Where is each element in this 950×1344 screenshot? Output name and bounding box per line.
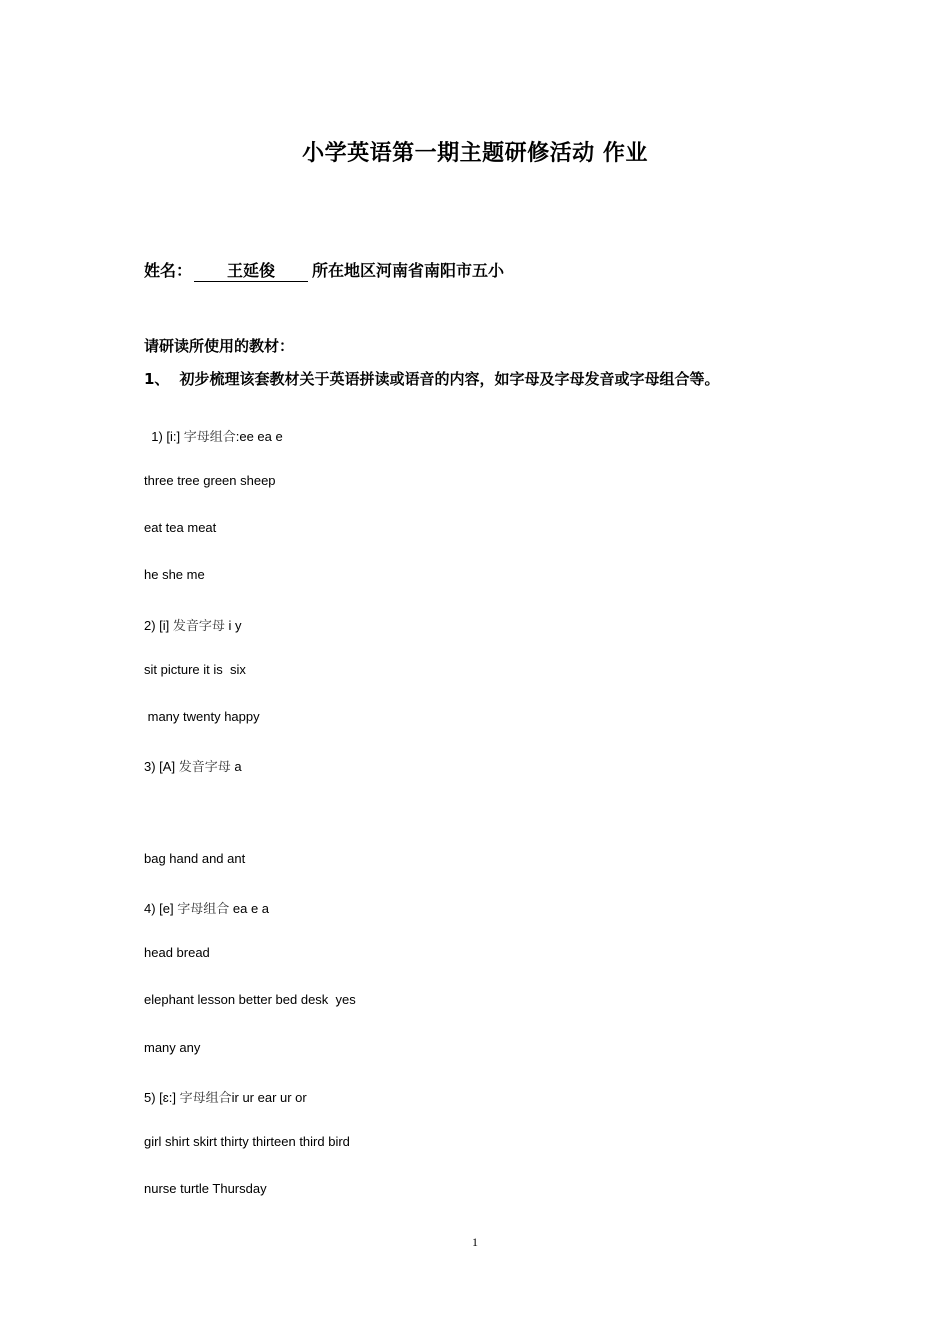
line-prefix: 1) [i:]	[144, 429, 184, 444]
line-suffix: ea e a	[229, 901, 270, 916]
instruction-text: 请研读所使用的教材：	[144, 337, 295, 355]
line-prefix: girl shirt skirt thirty thirteen third bird	[144, 1134, 350, 1149]
line-cjk: 字母组合	[183, 430, 236, 445]
line-prefix: 5) [ɛ:]	[144, 1090, 180, 1105]
line-cjk: 字母组合	[177, 902, 230, 917]
content-line	[144, 1134, 350, 1149]
page-number: 1	[472, 1235, 478, 1249]
content-line	[144, 567, 205, 582]
name-label: 姓名：	[144, 261, 193, 280]
question-1	[144, 368, 719, 389]
content-line	[144, 662, 246, 677]
line-cjk: 发音字母	[172, 619, 225, 634]
line-suffix: a	[230, 759, 242, 774]
line-prefix: he she me	[144, 567, 205, 582]
content-line	[144, 1087, 307, 1106]
name-value: 王延俊	[194, 261, 308, 282]
line-prefix: 4) [e]	[144, 901, 178, 916]
line-prefix: head bread	[144, 945, 210, 960]
region-label: 所在地区河南省南阳市五小	[312, 261, 505, 280]
content-line	[144, 709, 260, 724]
line-prefix: many twenty happy	[144, 709, 260, 724]
content-line	[144, 756, 242, 775]
content-line	[144, 615, 242, 634]
line-cjk: 字母组合	[179, 1091, 232, 1106]
line-suffix: ir ur ear ur or	[231, 1090, 307, 1105]
line-prefix: nurse turtle Thursday	[144, 1181, 267, 1196]
content-line	[144, 426, 283, 445]
line-prefix: elephant lesson better bed desk yes	[144, 992, 356, 1007]
document-title: 小学英语第一期主题研修活动 作业	[302, 141, 648, 166]
line-prefix: 3) [A]	[144, 759, 179, 774]
content-line	[144, 520, 216, 535]
name-line	[144, 258, 504, 282]
question-number: 1、	[144, 370, 170, 388]
line-prefix: eat tea meat	[144, 520, 217, 535]
content-line	[144, 473, 276, 488]
line-prefix: sit picture it is six	[144, 662, 246, 677]
content-line	[144, 1040, 200, 1055]
line-prefix: bag hand and ant	[144, 851, 246, 866]
content-line	[144, 992, 356, 1007]
line-prefix: three tree green sheep	[144, 473, 276, 488]
line-prefix: many any	[144, 1040, 201, 1055]
content-line	[144, 851, 245, 866]
content-line	[144, 945, 210, 960]
line-suffix: i y	[224, 618, 242, 633]
question-text: 初步梳理该套教材关于英语拼读或语音的内容，如字母及字母发音或字母组合等。	[179, 370, 720, 388]
line-prefix: 2) [i]	[144, 618, 173, 633]
content-line	[144, 1181, 267, 1196]
line-cjk: 发音字母	[178, 760, 231, 775]
content-line	[144, 898, 269, 917]
line-suffix: :ee ea e	[235, 429, 283, 444]
